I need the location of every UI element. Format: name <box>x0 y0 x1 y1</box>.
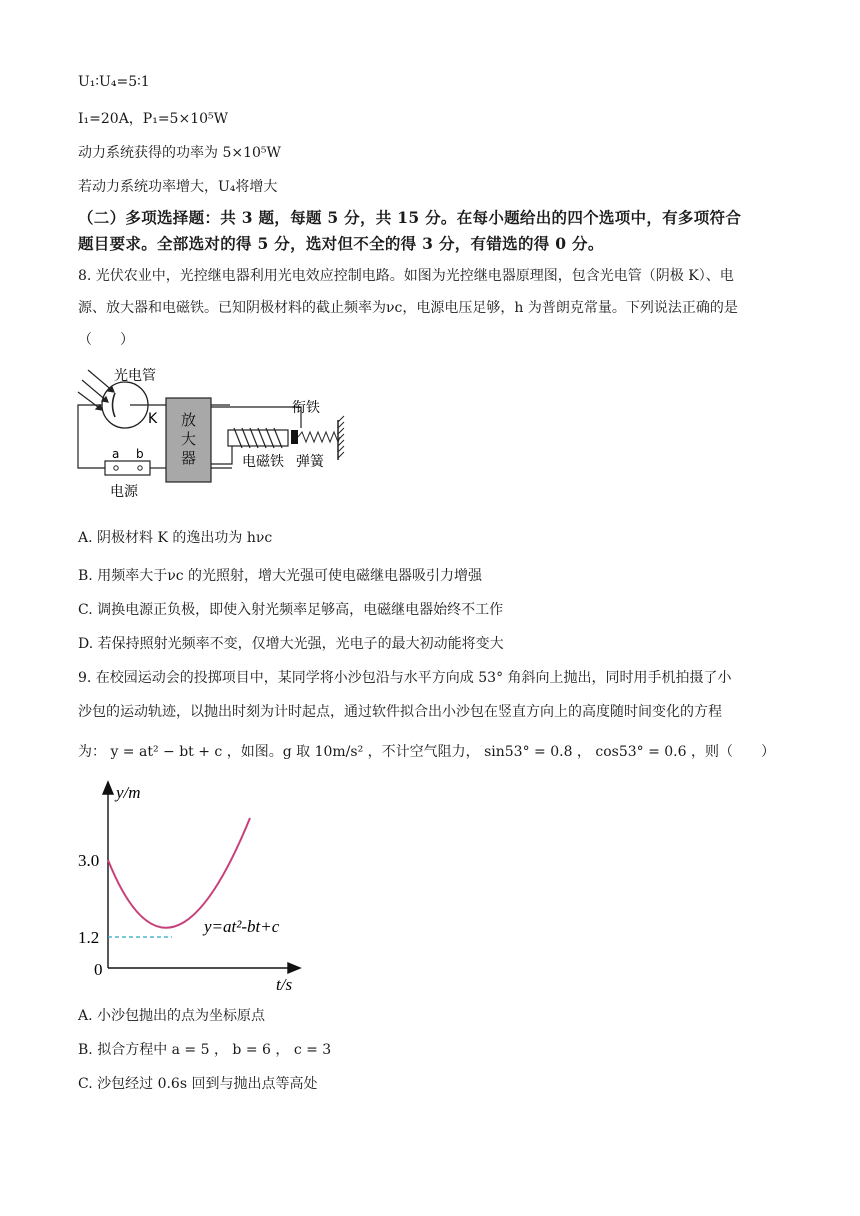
option-a-text: U₁∶U₄=5∶1 <box>78 74 150 90</box>
light-rays-icon <box>78 370 114 410</box>
tick-label-1-2: 1.2 <box>78 928 100 947</box>
armature-icon <box>291 430 298 444</box>
section-heading-line2: 题目要求。全部选对的得 5 分，选对但不全的得 3 分，有错选的得 0 分。 <box>78 234 604 253</box>
q8-stem-line3: （ ） <box>78 332 134 348</box>
height-time-graph <box>72 778 312 998</box>
origin-label: 0 <box>94 960 103 979</box>
phototube-label: 光电管 <box>114 368 156 384</box>
option-c-text: 动力系统获得的功率为 5×10⁵W <box>78 145 281 161</box>
q9-stem-line2: 沙包的运动轨迹，以抛出时刻为计时起点，通过软件拟合出小沙包在竖直方向上的高度随时间变化的方程 <box>78 704 722 720</box>
q9-stem-line1: 9. 在校园运动会的投掷项目中，某同学将小沙包沿与水平方向成 53° 角斜向上抛出，同时用手机拍摄了小 <box>78 670 732 686</box>
amplifier-char-2: 大 <box>181 430 197 448</box>
option-b-text: I₁=20A，P₁=5×10⁵W <box>78 111 229 127</box>
amplifier-char-3: 器 <box>181 449 197 467</box>
relay-circuit-diagram <box>70 360 360 510</box>
option-c-prev <box>78 143 281 163</box>
q8-stem-line2: 源、放大器和电磁铁。已知阴极材料的截止频率为νc，电源电压足够，h 为普朗克常量。下列说法正确的是 <box>78 300 738 316</box>
q8-option-d: D. 若保持照射光频率不变，仅增大光强，光电子的最大初动能将变大 <box>78 636 504 652</box>
q9-option-a: A. 小沙包抛出的点为坐标原点 <box>78 1008 266 1024</box>
terminal-a-label: a <box>112 447 120 461</box>
amplifier-char-1: 放 <box>181 411 197 429</box>
option-a-prev <box>78 72 150 92</box>
y-axis-label: y/m <box>116 783 141 802</box>
armature-label: 衔铁 <box>292 400 320 416</box>
spring-icon <box>298 432 340 442</box>
parabola-curve <box>108 818 250 928</box>
power-source-label: 电源 <box>110 484 138 500</box>
power-source-box <box>105 461 150 475</box>
curve-equation-label: y=at²-bt+c <box>204 917 280 936</box>
option-d-text: 若动力系统功率增大，U₄将增大 <box>78 179 278 195</box>
q9-stem-line3: 为： y = at² − bt + c ，如图。g 取 10m/s² ，不计空气阻力， sin53° = 0.8 ， cos53° = 0.6 ，则（ ） <box>78 744 775 760</box>
q8-option-b: B. 用频率大于νc 的光照射，增大光强可使电磁继电器吸引力增强 <box>78 568 482 584</box>
electromagnet-coil-icon <box>228 428 288 448</box>
cathode-k-label: K <box>148 411 158 427</box>
q8-option-a: A. 阴极材料 K 的逸出功为 hνc <box>78 530 273 546</box>
electromagnet-label: 电磁铁 <box>242 454 284 470</box>
option-b-prev <box>78 109 228 129</box>
option-d-prev <box>78 177 277 197</box>
terminal-b-label: b <box>136 447 144 461</box>
section-heading-line1: （二）多项选择题：共 3 题，每题 5 分，共 15 分。在每小题给出的四个选项中，有多项符合 <box>78 208 742 227</box>
wall-hatch-icon <box>338 416 344 458</box>
q8-option-c: C. 调换电源正负极，即使入射光频率足够高，电磁继电器始终不工作 <box>78 602 504 618</box>
q8-stem-line1: 8. 光伏农业中，光控继电器利用光电效应控制电路。如图为光控继电器原理图，包含光电管（阴极 K）、电 <box>78 268 734 284</box>
spring-label: 弹簧 <box>296 454 324 470</box>
tick-label-3: 3.0 <box>78 851 100 870</box>
q9-option-c: C. 沙包经过 0.6s 回到与抛出点等高处 <box>78 1076 318 1092</box>
q9-option-b: B. 拟合方程中 a = 5 ， b = 6 ， c = 3 <box>78 1042 332 1058</box>
t-axis-label: t/s <box>276 975 293 994</box>
